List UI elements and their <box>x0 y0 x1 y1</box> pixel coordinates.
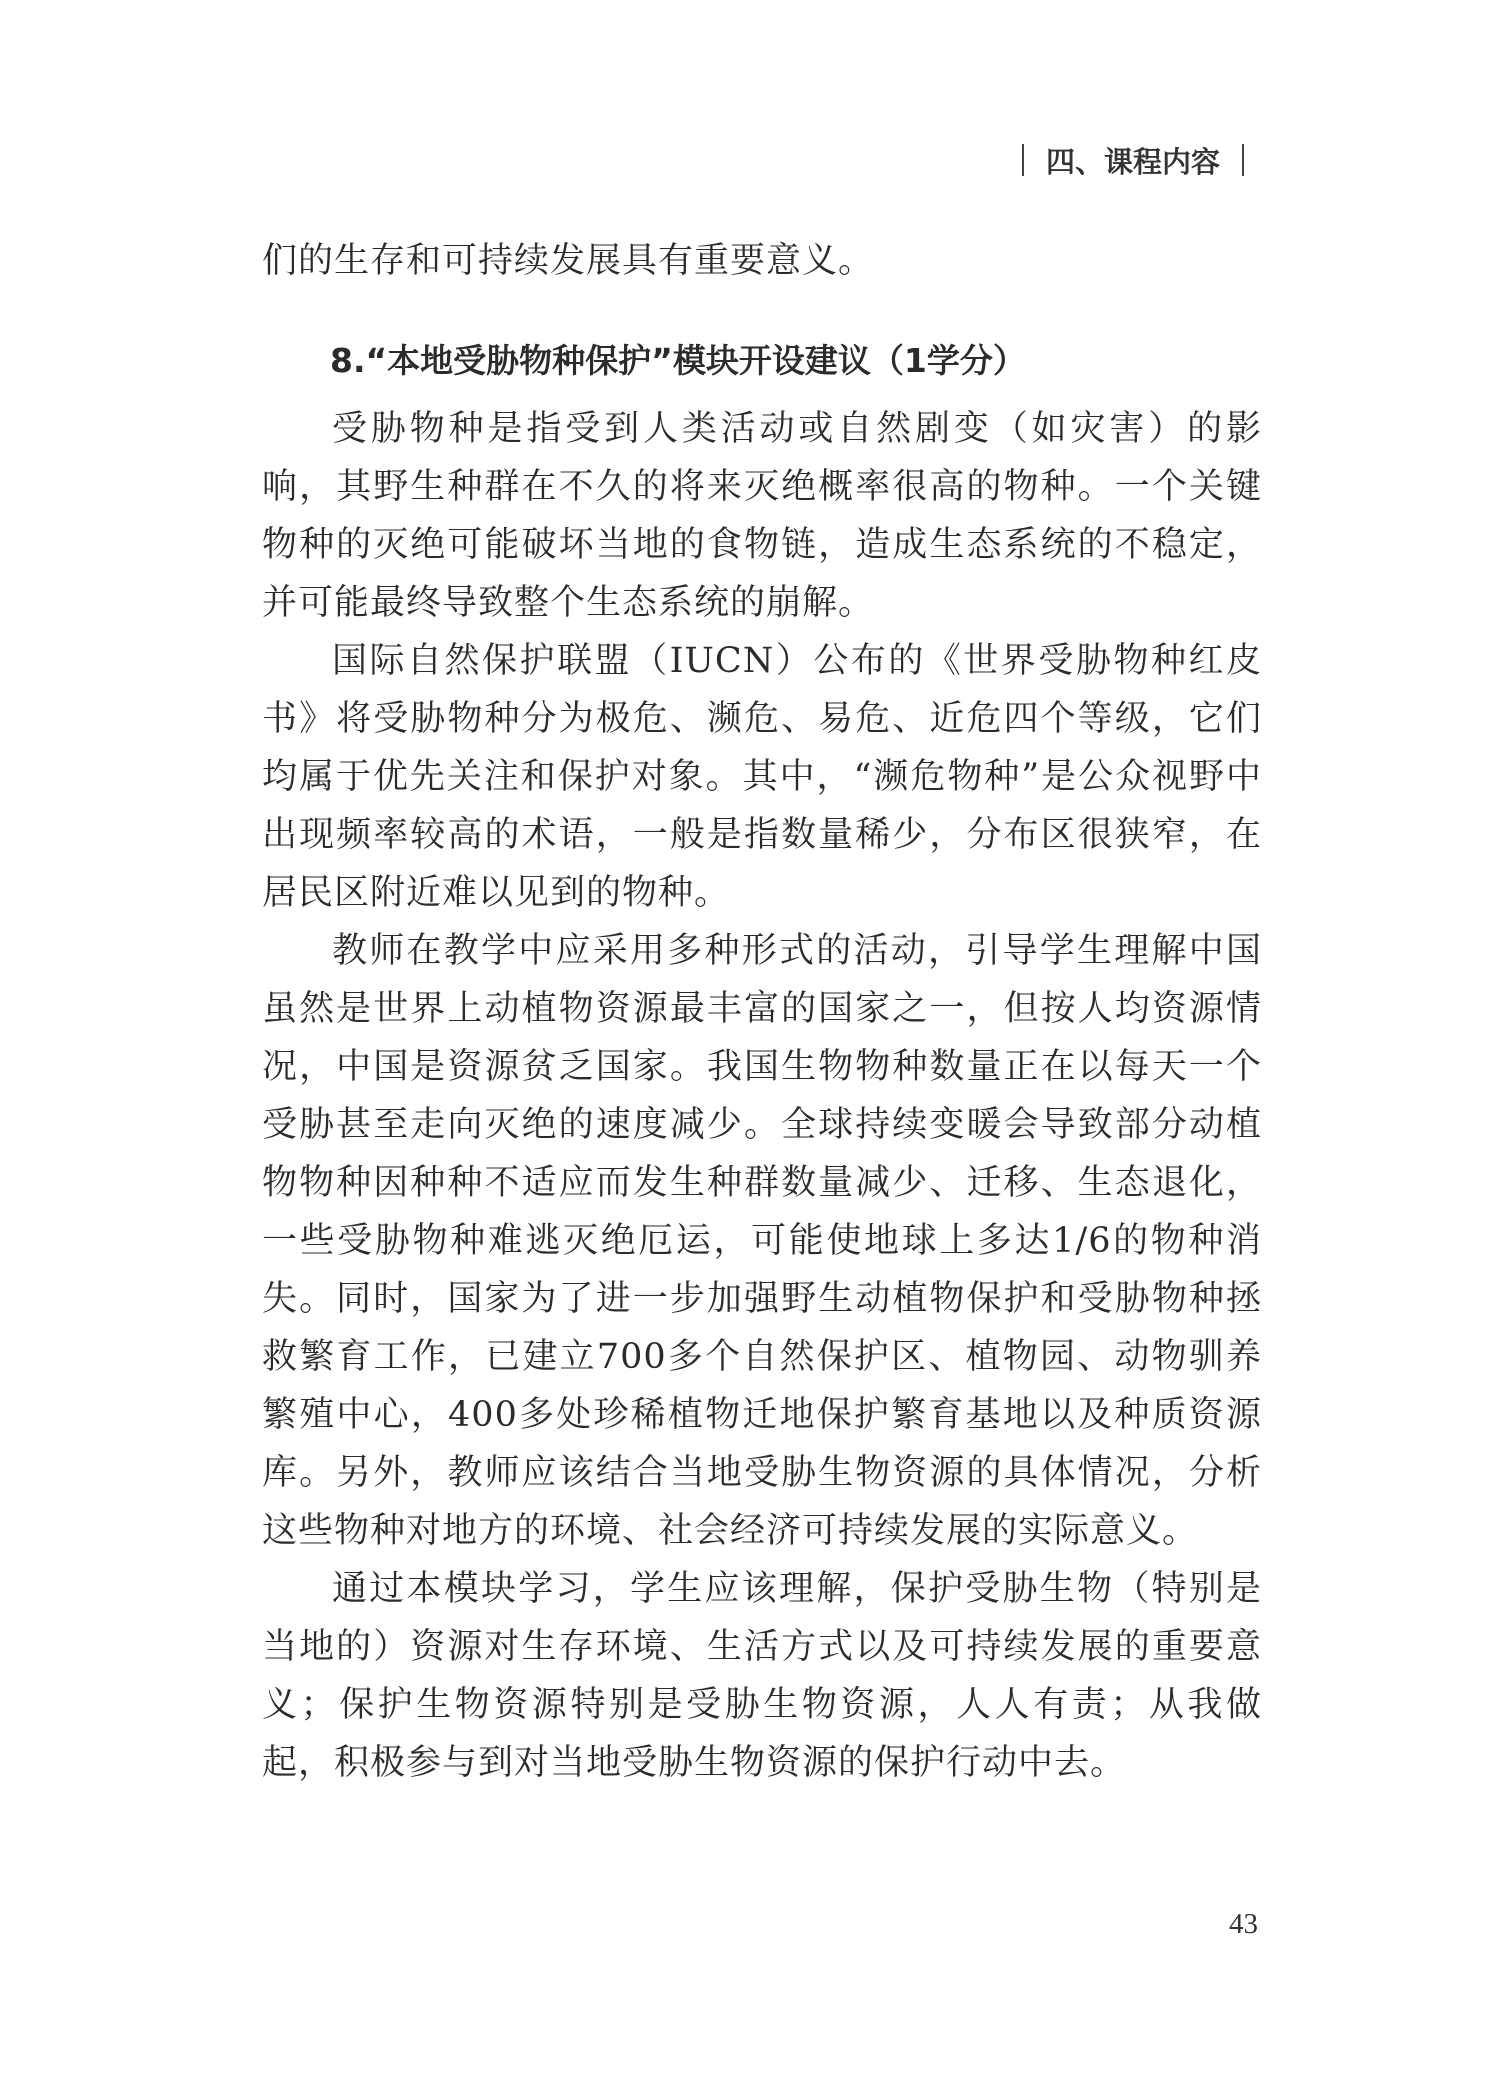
body-paragraph: 教师在教学中应采用多种形式的活动，引导学生理解中国虽然是世界上动植物资源最丰富的国家之一，但按人均资源情况，中国是资源贫乏国家。我国生物物种数量正在以每天一个受胁甚至走向灭绝的速度减少。全球持续变暖会导致部分动植物物种因种种不适应而发生种群数量减少、迁移、生态退化，一些受胁物种难逃灭绝厄运，可能使地球上多达1/6的物种消失。同时，国家为了进一步加强野生动植物保护和受胁物种拯救繁育工作，已建立700多个自然保护区、植物园、动物驯养繁殖中心，400多处珍稀植物迁地保护繁育基地以及种质资源库。另外，教师应该结合当地受胁生物资源的具体情况，分析这些物种对地方的环境、社会经济可持续发展的实际意义。 <box>262 931 1262 1551</box>
running-head-right-rule <box>1242 144 1244 176</box>
body-paragraph: 受胁物种是指受到人类活动或自然剧变（如灾害）的影响，其野生种群在不久的将来灭绝概率很高的物种。一个关键物种的灭绝可能破坏当地的食物链，造成生态系统的不稳定，并可能最终导致整个生态系统的崩解。 <box>262 409 1262 623</box>
running-head-left-rule <box>1022 144 1024 176</box>
continuation-paragraph: 们的生存和可持续发展具有重要意义。 <box>262 241 875 281</box>
body-paragraph: 通过本模块学习，学生应该理解，保护受胁生物（特别是当地的）资源对生存环境、生活方式以及可持续发展的重要意义；保护生物资源特别是受胁生物资源，人人有责；从我做起，积极参与到对当地受胁生物资源的保护行动中去。 <box>262 1569 1262 1783</box>
section-heading: 8.“本地受胁物种保护”模块开设建议（1学分） <box>330 341 1026 380</box>
page-body <box>262 232 1262 1792</box>
page-number: 43 <box>1229 1908 1258 1940</box>
running-head <box>1000 140 1266 180</box>
running-head-title: 四、课程内容 <box>1045 144 1220 179</box>
body-paragraph: 国际自然保护联盟（IUCN）公布的《世界受胁物种红皮书》将受胁物种分为极危、濒危、易危、近危四个等级，它们均属于优先关注和保护对象。其中，“濒危物种”是公众视野中出现频率较高的术语，一般是指数量稀少，分布区很狭窄，在居民区附近难以见到的物种。 <box>262 641 1262 913</box>
